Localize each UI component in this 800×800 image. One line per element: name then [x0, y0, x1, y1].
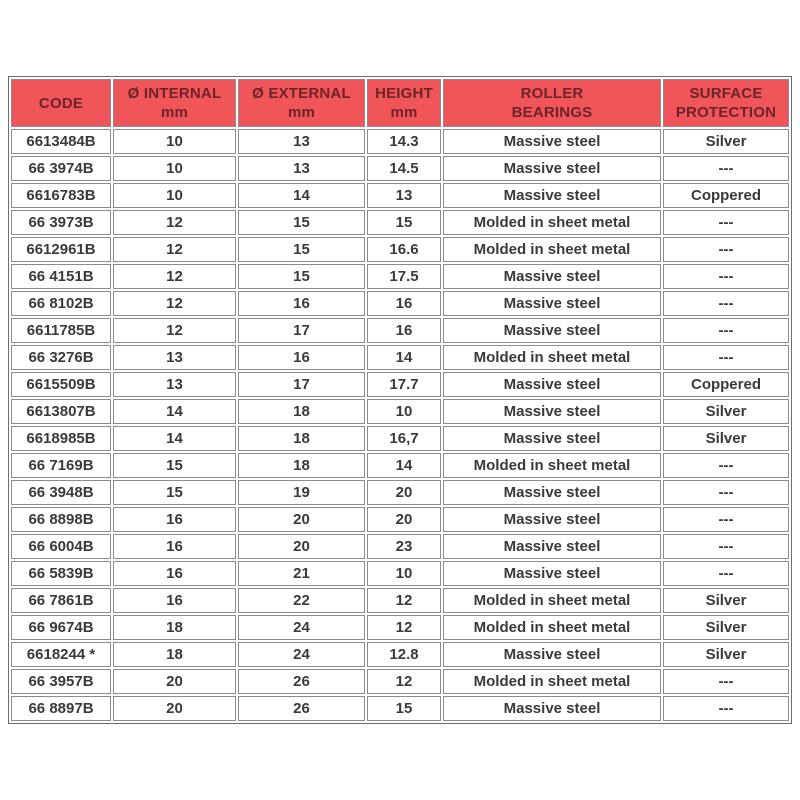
header-sublabel: mm: [160, 104, 189, 121]
cell-height: 20: [367, 507, 441, 532]
cell-height: 12: [367, 588, 441, 613]
cell-surface-protection: Silver: [663, 129, 789, 154]
cell-surface-protection: Silver: [663, 399, 789, 424]
cell-surface-protection: ---: [663, 453, 789, 478]
cell-height: 16,7: [367, 426, 441, 451]
cell-internal-diameter: 20: [113, 669, 236, 694]
cell-roller-bearings: Massive steel: [443, 156, 661, 181]
cell-internal-diameter: 14: [113, 426, 236, 451]
table-row: [11, 264, 789, 289]
table-row: [11, 183, 789, 208]
cell-roller-bearings: Massive steel: [443, 480, 661, 505]
cell-internal-diameter: 15: [113, 453, 236, 478]
table-row: [11, 669, 789, 694]
cell-surface-protection: ---: [663, 318, 789, 343]
cell-surface-protection: ---: [663, 561, 789, 586]
table-row: [11, 615, 789, 640]
cell-height: 12.8: [367, 642, 441, 667]
header-label: ROLLER: [520, 85, 584, 102]
col-header-height: [367, 79, 441, 127]
table-row: [11, 156, 789, 181]
cell-code: 66 7169B: [11, 453, 111, 478]
cell-code: 66 8102B: [11, 291, 111, 316]
cell-internal-diameter: 18: [113, 615, 236, 640]
col-header-internal-diameter: [113, 79, 236, 127]
cell-code: 6613807B: [11, 399, 111, 424]
cell-surface-protection: Silver: [663, 588, 789, 613]
table-row: [11, 237, 789, 262]
table-row: [11, 426, 789, 451]
cell-height: 16: [367, 318, 441, 343]
bearings-spec-table: [8, 76, 792, 724]
cell-surface-protection: ---: [663, 669, 789, 694]
cell-roller-bearings: Massive steel: [443, 399, 661, 424]
table-row: [11, 291, 789, 316]
table-row: [11, 318, 789, 343]
cell-internal-diameter: 16: [113, 507, 236, 532]
header-row: [11, 79, 789, 127]
cell-roller-bearings: Massive steel: [443, 642, 661, 667]
col-header-external-diameter: [238, 79, 365, 127]
header-label: Ø INTERNAL: [127, 85, 222, 102]
cell-roller-bearings: Massive steel: [443, 534, 661, 559]
cell-external-diameter: 17: [238, 372, 365, 397]
cell-surface-protection: ---: [663, 480, 789, 505]
cell-roller-bearings: Massive steel: [443, 291, 661, 316]
table-row: [11, 588, 789, 613]
cell-code: 66 6004B: [11, 534, 111, 559]
table-row: [11, 696, 789, 721]
cell-external-diameter: 24: [238, 642, 365, 667]
col-header-surface-protection: [663, 79, 789, 127]
table-row: [11, 561, 789, 586]
cell-height: 14.3: [367, 129, 441, 154]
cell-external-diameter: 13: [238, 129, 365, 154]
cell-code: 66 3974B: [11, 156, 111, 181]
cell-external-diameter: 18: [238, 426, 365, 451]
table-row: [11, 480, 789, 505]
cell-code: 66 3957B: [11, 669, 111, 694]
cell-code: 6618985B: [11, 426, 111, 451]
header-label: SURFACE: [689, 85, 763, 102]
cell-height: 13: [367, 183, 441, 208]
cell-surface-protection: ---: [663, 696, 789, 721]
cell-roller-bearings: Massive steel: [443, 264, 661, 289]
cell-surface-protection: ---: [663, 210, 789, 235]
cell-external-diameter: 16: [238, 291, 365, 316]
header-label: HEIGHT: [375, 85, 433, 102]
cell-height: 15: [367, 696, 441, 721]
cell-code: 6613484B: [11, 129, 111, 154]
cell-roller-bearings: Molded in sheet metal: [443, 669, 661, 694]
cell-roller-bearings: Massive steel: [443, 696, 661, 721]
cell-roller-bearings: Molded in sheet metal: [443, 615, 661, 640]
cell-code: 66 9674B: [11, 615, 111, 640]
cell-surface-protection: Silver: [663, 615, 789, 640]
cell-external-diameter: 17: [238, 318, 365, 343]
cell-height: 15: [367, 210, 441, 235]
cell-external-diameter: 15: [238, 264, 365, 289]
cell-code: 6618244 *: [11, 642, 111, 667]
cell-internal-diameter: 12: [113, 318, 236, 343]
cell-height: 14: [367, 453, 441, 478]
cell-surface-protection: ---: [663, 237, 789, 262]
header-label: CODE: [38, 94, 84, 112]
table-row: [11, 210, 789, 235]
col-header-code: [11, 79, 111, 127]
cell-internal-diameter: 18: [113, 642, 236, 667]
cell-internal-diameter: 12: [113, 264, 236, 289]
cell-external-diameter: 20: [238, 534, 365, 559]
cell-height: 14: [367, 345, 441, 370]
header-sublabel: mm: [287, 104, 316, 121]
cell-surface-protection: Silver: [663, 426, 789, 451]
cell-code: 66 7861B: [11, 588, 111, 613]
col-header-roller-bearings: [443, 79, 661, 127]
cell-roller-bearings: Massive steel: [443, 318, 661, 343]
cell-roller-bearings: Molded in sheet metal: [443, 210, 661, 235]
cell-internal-diameter: 16: [113, 534, 236, 559]
cell-roller-bearings: Molded in sheet metal: [443, 237, 661, 262]
cell-external-diameter: 19: [238, 480, 365, 505]
header-sublabel: BEARINGS: [511, 104, 593, 121]
cell-surface-protection: Coppered: [663, 183, 789, 208]
cell-height: 20: [367, 480, 441, 505]
cell-surface-protection: Coppered: [663, 372, 789, 397]
cell-internal-diameter: 16: [113, 588, 236, 613]
cell-internal-diameter: 10: [113, 183, 236, 208]
cell-surface-protection: ---: [663, 345, 789, 370]
cell-roller-bearings: Molded in sheet metal: [443, 345, 661, 370]
cell-external-diameter: 20: [238, 507, 365, 532]
cell-code: 6612961B: [11, 237, 111, 262]
cell-height: 14.5: [367, 156, 441, 181]
cell-code: 66 3948B: [11, 480, 111, 505]
cell-external-diameter: 26: [238, 669, 365, 694]
table-row: [11, 129, 789, 154]
header-sublabel: mm: [390, 104, 418, 121]
table-row: [11, 507, 789, 532]
cell-height: 12: [367, 615, 441, 640]
table-row: [11, 534, 789, 559]
cell-code: 66 3973B: [11, 210, 111, 235]
header-label: Ø EXTERNAL: [252, 85, 351, 102]
table-row: [11, 372, 789, 397]
cell-code: 66 8898B: [11, 507, 111, 532]
cell-external-diameter: 15: [238, 210, 365, 235]
cell-internal-diameter: 16: [113, 561, 236, 586]
cell-roller-bearings: Molded in sheet metal: [443, 453, 661, 478]
cell-external-diameter: 15: [238, 237, 365, 262]
table-row: [11, 345, 789, 370]
cell-code: 66 3276B: [11, 345, 111, 370]
cell-external-diameter: 16: [238, 345, 365, 370]
cell-external-diameter: 14: [238, 183, 365, 208]
cell-height: 17.7: [367, 372, 441, 397]
cell-height: 16.6: [367, 237, 441, 262]
cell-roller-bearings: Massive steel: [443, 183, 661, 208]
cell-internal-diameter: 12: [113, 291, 236, 316]
cell-internal-diameter: 14: [113, 399, 236, 424]
cell-external-diameter: 24: [238, 615, 365, 640]
cell-code: 6616783B: [11, 183, 111, 208]
table-row: [11, 642, 789, 667]
cell-surface-protection: ---: [663, 156, 789, 181]
cell-surface-protection: ---: [663, 291, 789, 316]
cell-internal-diameter: 12: [113, 210, 236, 235]
cell-surface-protection: ---: [663, 264, 789, 289]
cell-roller-bearings: Massive steel: [443, 129, 661, 154]
cell-external-diameter: 21: [238, 561, 365, 586]
cell-code: 6611785B: [11, 318, 111, 343]
cell-internal-diameter: 20: [113, 696, 236, 721]
cell-internal-diameter: 13: [113, 372, 236, 397]
cell-roller-bearings: Massive steel: [443, 561, 661, 586]
cell-surface-protection: Silver: [663, 642, 789, 667]
cell-height: 10: [367, 399, 441, 424]
cell-roller-bearings: Massive steel: [443, 426, 661, 451]
header-sublabel: PROTECTION: [675, 104, 777, 121]
cell-height: 17.5: [367, 264, 441, 289]
cell-code: 66 4151B: [11, 264, 111, 289]
cell-external-diameter: 18: [238, 453, 365, 478]
table-row: [11, 399, 789, 424]
cell-height: 12: [367, 669, 441, 694]
cell-height: 23: [367, 534, 441, 559]
cell-external-diameter: 26: [238, 696, 365, 721]
cell-internal-diameter: 15: [113, 480, 236, 505]
cell-surface-protection: ---: [663, 534, 789, 559]
cell-internal-diameter: 10: [113, 156, 236, 181]
cell-external-diameter: 22: [238, 588, 365, 613]
table-body: [11, 129, 789, 721]
cell-code: 66 5839B: [11, 561, 111, 586]
cell-external-diameter: 18: [238, 399, 365, 424]
cell-roller-bearings: Massive steel: [443, 507, 661, 532]
cell-roller-bearings: Molded in sheet metal: [443, 588, 661, 613]
cell-surface-protection: ---: [663, 507, 789, 532]
cell-height: 16: [367, 291, 441, 316]
cell-code: 66 8897B: [11, 696, 111, 721]
cell-internal-diameter: 12: [113, 237, 236, 262]
cell-roller-bearings: Massive steel: [443, 372, 661, 397]
cell-code: 6615509B: [11, 372, 111, 397]
cell-external-diameter: 13: [238, 156, 365, 181]
cell-height: 10: [367, 561, 441, 586]
cell-internal-diameter: 13: [113, 345, 236, 370]
cell-internal-diameter: 10: [113, 129, 236, 154]
table-row: [11, 453, 789, 478]
